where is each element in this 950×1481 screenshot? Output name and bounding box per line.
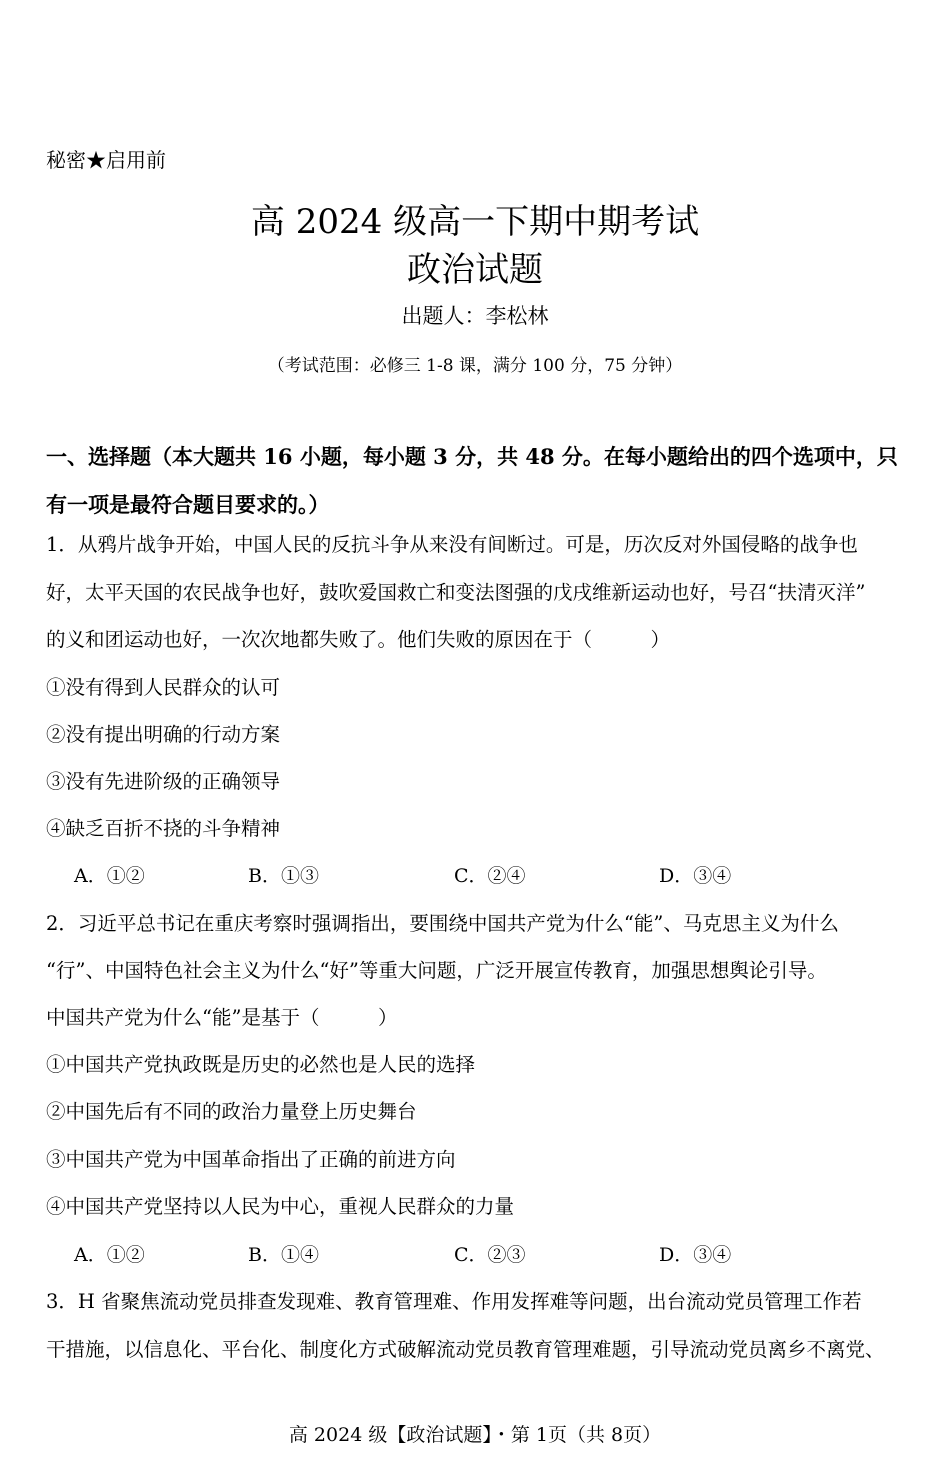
- q1-stem-line-1: 1．从鸦片战争开始，中国人民的反抗斗争从来没有间断过。可是，历次反对外国侵略的战争也: [46, 533, 858, 556]
- exam-title: 高 2024 级高一下期中期考试: [250, 202, 700, 242]
- q1-stem-line-2: 好，太平天国的农民战争也好，鼓吹爱国救亡和变法图强的戊戌维新运动也好，号召“扶清灭洋”: [46, 581, 866, 604]
- q1-option-b: B．①③: [248, 865, 319, 887]
- section-heading: 一、选择题（本大题共 16 小题，每小题 3 分，共 48 分。在每小题给出的四个选项中，只有一项是最符合题目要求的。）: [46, 444, 898, 517]
- q1-option-a: A．①②: [74, 865, 145, 887]
- q2-stem-line-1: 2．习近平总书记在重庆考察时强调指出，要围绕中国共产党为什么“能”、马克思主义为什么: [46, 912, 839, 935]
- exam-scope: （考试范围：必修三 1-8 课，满分 100 分，75 分钟）: [267, 356, 683, 376]
- q2-option-d: D．③④: [659, 1244, 732, 1266]
- q1-option-c: C．②④: [454, 865, 526, 887]
- q1-item-4: ④缺乏百折不挠的斗争精神: [46, 817, 281, 840]
- q2-stem-line-3: 中国共产党为什么“能”是基于（ ）: [46, 1006, 398, 1029]
- q1-item-2: ②没有提出明确的行动方案: [46, 723, 281, 746]
- q3-stem-line-1: 3．H 省聚焦流动党员排查发现难、教育管理难、作用发挥难等问题，出台流动党员管理工作若: [46, 1290, 862, 1313]
- q2-option-c: C．②③: [454, 1244, 526, 1266]
- q1-item-3: ③没有先进阶级的正确领导: [46, 770, 281, 793]
- q2-item-2: ②中国先后有不同的政治力量登上历史舞台: [46, 1100, 417, 1123]
- confidential-label: 秘密★启用前: [46, 148, 166, 172]
- q2-option-a: A．①②: [74, 1244, 145, 1266]
- q3-stem-line-2: 干措施，以信息化、平台化、制度化方式破解流动党员教育管理难题，引导流动党员离乡不离党、: [46, 1338, 885, 1361]
- page-footer: 高 2024 级【政治试题】・第 1页（共 8页）: [288, 1424, 662, 1446]
- author-line: 出题人：李松林: [401, 304, 549, 328]
- q2-item-1: ①中国共产党执政既是历史的必然也是人民的选择: [46, 1053, 476, 1076]
- q1-item-1: ①没有得到人民群众的认可: [46, 676, 281, 699]
- q2-option-b: B．①④: [248, 1244, 319, 1266]
- q2-item-4: ④中国共产党坚持以人民为中心，重视人民群众的力量: [46, 1195, 515, 1218]
- q1-option-d: D．③④: [659, 865, 732, 887]
- q2-stem-line-2: “行”、中国特色社会主义为什么“好”等重大问题，广泛开展宣传教育，加强思想舆论引导。: [46, 959, 827, 982]
- subject-title: 政治试题: [407, 250, 543, 290]
- q2-item-3: ③中国共产党为中国革命指出了正确的前进方向: [46, 1148, 456, 1171]
- q1-stem-line-3: 的义和团运动也好，一次次地都失败了。他们失败的原因在于（ ）: [46, 628, 671, 651]
